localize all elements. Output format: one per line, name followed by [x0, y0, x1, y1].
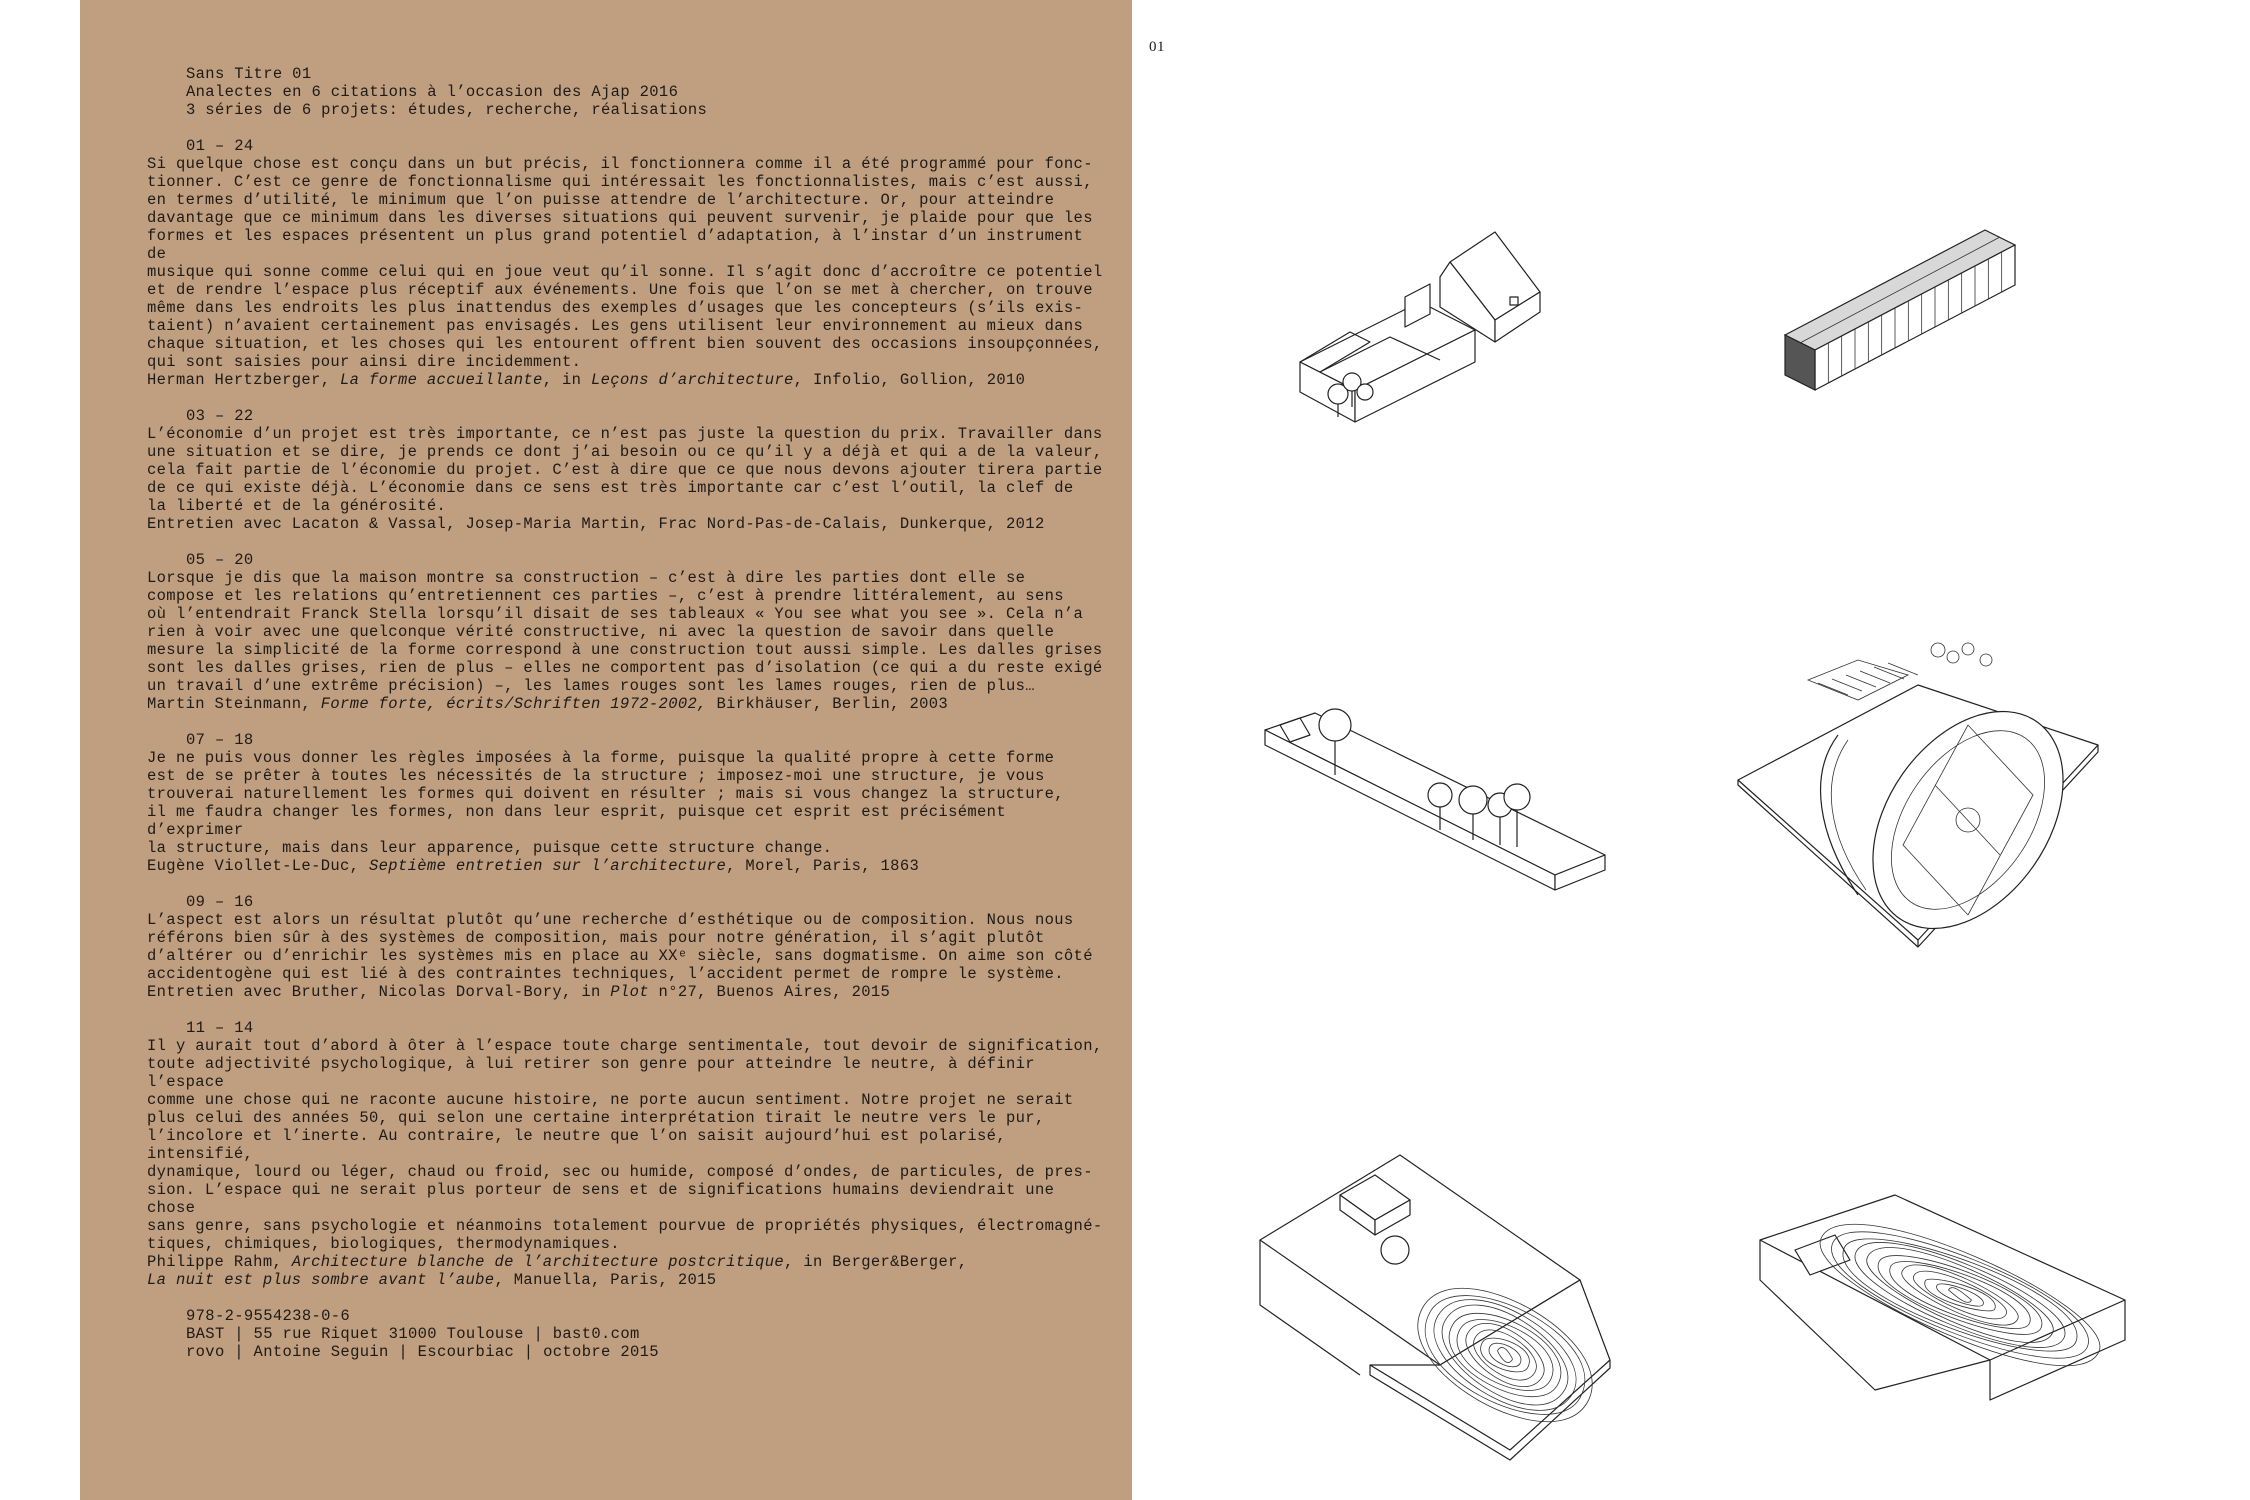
quote-line: compose et les relations qu’entretiennent ces parties –, c’est à prendre littéralement, au sens — [147, 587, 1064, 605]
citation-source — [147, 1253, 1107, 1271]
quote-line: toute adjectivité psychologique, à lui retirer son genre pour atteindre le neutre, à définir l’espace — [147, 1055, 1035, 1091]
quote-line: comme une chose qui ne raconte aucune histoire, ne porte aucun sentiment. Notre projet ne serait — [147, 1091, 1074, 1109]
citation-source — [147, 695, 1107, 713]
quote-line: plus celui des années 50, qui selon une certaine interprétation tirait le neutre vers le pur, — [147, 1109, 1045, 1127]
citation-source — [147, 983, 1107, 1001]
quote-line: sont les dalles grises, rien de plus – elles ne comportent pas d’isolation (ce qui a du reste exigé — [147, 659, 1103, 677]
quote-line: Je ne puis vous donner les règles imposées à la forme, puisque la qualité propre à cette forme — [147, 749, 1055, 767]
citation-work: La nuit est plus sombre avant l’aube — [147, 1271, 495, 1289]
quote-line: un travail d’une extrême précision) –, les lames rouges sont les lames rouges, rien de plus… — [147, 677, 1035, 695]
quote-line: est de se prêter à toutes les nécessités de la structure ; imposez-moi une structure, je vous — [147, 767, 1045, 785]
quote-line: cela fait partie de l’économie du projet. C’est à dire que ce que nous devons ajouter tirera partie — [147, 461, 1103, 479]
quote-line: Il y aurait tout d’abord à ôter à l’espace toute charge sentimentale, tout devoir de signification, — [147, 1037, 1103, 1055]
citation-mid: Birkhäuser, Berlin, 2003 — [706, 695, 949, 713]
section-number: 01 – 24 — [186, 137, 254, 155]
axonometric-contoured-terrain — [1755, 1190, 2135, 1430]
publisher-line: BAST | 55 rue Riquet 31000 Toulouse | bast0.com — [186, 1325, 640, 1343]
quote-line: sans genre, sans psychologie et néanmoins totalement pourvue de propriétés physiques, électromagné- — [147, 1217, 1103, 1235]
quote-line: sion. L’espace qui ne serait plus porteur de sens et de significations humains deviendrait une chose — [147, 1181, 1055, 1217]
citation-source-continued — [147, 1271, 1107, 1289]
quote-line: rien à voir avec une quelconque vérité constructive, ni avec la question de savoir dans quelle — [147, 623, 1055, 641]
quote-line: d’altérer ou d’enrichir les systèmes mis en place au XXᵉ siècle, sans dogmatisme. On aime son côté — [147, 947, 1093, 965]
citation-author: Entretien avec Bruther, Nicolas Dorval-Bory, in — [147, 983, 611, 1001]
section-number: 11 – 14 — [186, 1019, 254, 1037]
quote-line: où l’entendrait Franck Stella lorsqu’il disait de ses tableaux « You see what you see ». Cela n’a — [147, 605, 1084, 623]
quote-line: L’économie d’un projet est très importante, ce n’est pas juste la question du prix. Travailler dans — [147, 425, 1103, 443]
quote-line: Si quelque chose est conçu dans un but précis, il fonctionnera comme il a été programmé pour fonc- — [147, 155, 1093, 173]
axonometric-tree-lined-plot — [1255, 705, 1615, 925]
credits-line: rovo | Antoine Seguin | Escourbiac | octobre 2015 — [186, 1343, 659, 1361]
axonometric-stadium-site — [1728, 635, 2108, 955]
page-number: 01 — [1149, 39, 1165, 55]
citation-author: Martin Steinmann, — [147, 695, 321, 713]
quote-line: musique qui sonne comme celui qui en joue veut qu’il sonne. Il s’agit donc d’accroître ce potentiel — [147, 263, 1103, 281]
quote-line: référons bien sûr à des systèmes de composition, mais pour notre génération, il s’agit plutôt — [147, 929, 1045, 947]
section-number: 09 – 16 — [186, 893, 254, 911]
citation-book: Leçons d’architecture — [590, 371, 794, 389]
citation-work: La forme accueillante — [340, 371, 543, 389]
quote-line: même dans les endroits les plus inattendus des exemples d’usages que les concepteurs (s’ils exis- — [147, 299, 1084, 317]
section-number: 05 – 20 — [186, 551, 254, 569]
publication-subtitle: Analectes en 6 citations à l’occasion des Ajap 2016 — [186, 83, 679, 101]
axonometric-long-shed — [1775, 215, 2035, 390]
publication-title: Sans Titre 01 — [186, 65, 312, 83]
quote-line: la liberté et de la générosité. — [147, 497, 447, 515]
citation-mid: , Morel, Paris, 1863 — [726, 857, 920, 875]
citation-source — [147, 371, 1107, 389]
quote-line: qui sont saisies pour ainsi dire incidemment. — [147, 353, 582, 371]
quote-line: Lorsque je dis que la maison montre sa construction – c’est à dire les parties dont elle se — [147, 569, 1026, 587]
quote-line: la structure, mais dans leur apparence, puisque cette structure change. — [147, 839, 833, 857]
section-number: 07 – 18 — [186, 731, 254, 749]
citation-author: Eugène Viollet-Le-Duc, — [147, 857, 369, 875]
quote-line: trouverai naturellement les formes qui doivent en résulter ; mais si vous changez la structure, — [147, 785, 1064, 803]
anthology-text — [147, 65, 1107, 1361]
quote-line: tiques, chimiques, biologiques, thermodynamiques. — [147, 1235, 620, 1253]
citation-sections — [147, 137, 1107, 1307]
publication-series: 3 séries de 6 projets: études, recherche, réalisations — [186, 101, 708, 119]
citation-mid: n°27, Buenos Aires, 2015 — [648, 983, 891, 1001]
axonometric-house-courtyard — [1290, 222, 1590, 442]
citation-mid: , in — [542, 371, 591, 389]
citation-author: Philippe Rahm, — [147, 1253, 292, 1271]
quote-line: tionner. C’est ce genre de fonctionnalisme qui intéressait les fonctionnalistes, mais c’est aussi, — [147, 173, 1093, 191]
quote-line: davantage que ce minimum dans les diverses situations qui peuvent survenir, je plaide pour que les — [147, 209, 1093, 227]
quote-line: en termes d’utilité, le minimum que l’on puisse attendre de l’architecture. Or, pour atteindre — [147, 191, 1055, 209]
isbn: 978-2-9554238-0-6 — [186, 1307, 351, 1325]
quote-line: de ce qui existe déjà. L’économie dans ce sens est très importante car c’est l’outil, la clef de — [147, 479, 1074, 497]
quote-line: il me faudra changer les formes, non dans leur esprit, puisque cet esprit est précisément d’exprimer — [147, 803, 1006, 839]
citation-work: Forme forte, écrits/Schriften 1972-2002, — [320, 695, 707, 713]
citation-source: Entretien avec Lacaton & Vassal, Josep-Maria Martin, Frac Nord-Pas-de-Calais, Dunkerque, 2012 — [147, 515, 1045, 533]
quote-line: l’incolore et l’inerte. Au contraire, le neutre que l’on saisit aujourd’hui est polarisé, intensifié, — [147, 1127, 1006, 1163]
citation-work: Architecture blanche de l’architecture postcritique — [291, 1253, 785, 1271]
quote-line: accidentogène qui est lié à des contraintes techniques, l’accident permet de rompre le système. — [147, 965, 1064, 983]
citation-rest: , Infolio, Gollion, 2010 — [793, 371, 1026, 389]
quote-line: mesure la simplicité de la forme correspond à une construction tout aussi simple. Les dalles grises — [147, 641, 1103, 659]
citation-mid: , in Berger&Berger, — [784, 1253, 968, 1271]
quote-line: L’aspect est alors un résultat plutôt qu’une recherche d’esthétique ou de composition. Nous nous — [147, 911, 1074, 929]
citation-author: Herman Hertzberger, — [147, 371, 341, 389]
citation-rest: , Manuella, Paris, 2015 — [494, 1271, 717, 1289]
citation-source — [147, 857, 1107, 875]
quote-line: formes et les espaces présentent un plus grand potentiel d’adaptation, à l’instar d’un instrument de — [147, 227, 1084, 263]
quote-line: taient) n’avaient certainement pas envisagés. Les gens utilisent leur environnement au mieux dans — [147, 317, 1084, 335]
section-number: 03 – 22 — [186, 407, 254, 425]
quote-line: une situation et se dire, je prends ce dont j’ai besoin ou ce qu’il y a déjà et qui a de la valeur, — [147, 443, 1103, 461]
citation-work: Septième entretien sur l’architecture — [369, 857, 727, 875]
axonometric-house-terraced-landscape — [1250, 1150, 1640, 1460]
quote-line: dynamique, lourd ou léger, chaud ou froid, sec ou humide, composé d’ondes, de particules, de pres- — [147, 1163, 1093, 1181]
quote-line: chaque situation, et les choses qui les entourent offrent bien souvent des occasions insoupçonnées, — [147, 335, 1103, 353]
citation-work: Plot — [610, 983, 649, 1001]
text-page — [80, 0, 1132, 1500]
quote-line: et de rendre l’espace plus réceptif aux événements. Une fois que l’on se met à chercher, on trouve — [147, 281, 1093, 299]
